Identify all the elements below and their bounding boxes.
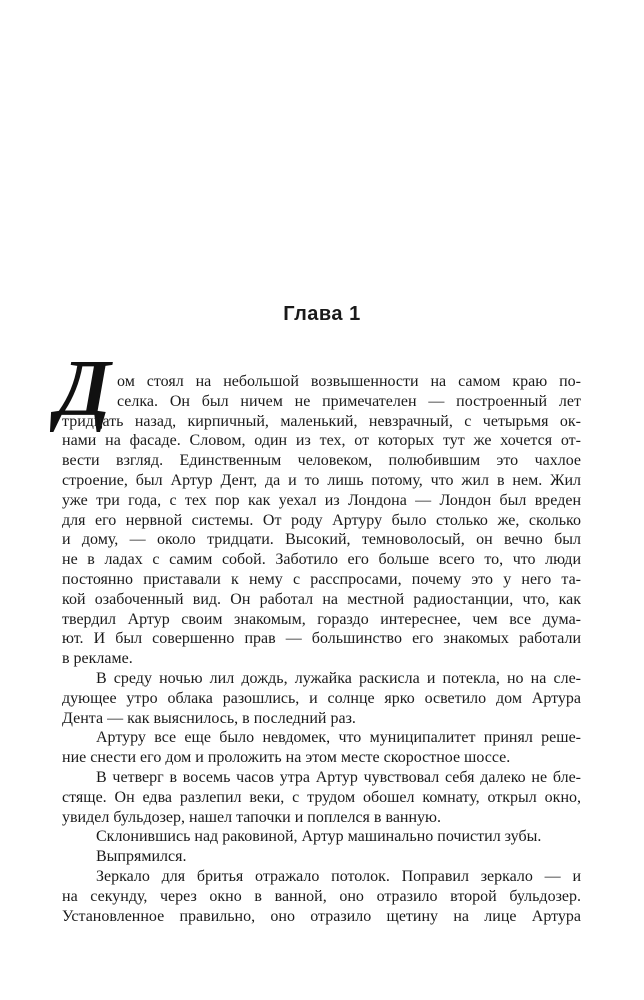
drop-cap: Д: [56, 345, 111, 433]
text-line: ют. И был совершенно прав — большинство его знакомых работали: [62, 630, 581, 648]
text-line: не в ладах с самим собой. Заботило его больше всего то, что люди: [62, 551, 581, 569]
paragraph: [62, 847, 581, 867]
text-line: в рекламе.: [62, 650, 133, 668]
paragraph: [62, 372, 581, 669]
text-line: кой озабоченный вид. Он работал на местной радиостанции, что, как: [62, 590, 581, 608]
text-line: ом стоял на небольшой возвышенности на самом краю по-: [117, 373, 581, 390]
paragraph: [62, 768, 581, 827]
paragraph: [62, 867, 581, 926]
text-line: на секунду, через окно в ванной, оно отразило второй бульдозер.: [62, 887, 581, 905]
text-line: Склонившись над раковиной, Артур машинально почистил зубы.: [96, 828, 542, 846]
text-line: для его нервной системы. От роду Артуру было столько же, сколько: [62, 511, 581, 529]
text-line: В среду ночью лил дождь, лужайка раскисла и потекла, но на сле-: [96, 669, 581, 687]
text-line: тридцать назад, кирпичный, маленький, невзрачный, с четырьмя ок-: [62, 412, 581, 430]
text-line: стяще. Он едва разлепил веки, с трудом обошел комнату, открыл окно,: [62, 788, 581, 806]
text-line: вести взгляд. Единственным человеком, полюбившим это чахлое: [62, 452, 581, 470]
text-line: увидел бульдозер, нашел тапочки и поплелся в ванную.: [62, 808, 441, 826]
text-line: постоянно приставали к нему с расспросами, почему это у него та-: [62, 570, 581, 588]
text-line: В четверг в восемь часов утра Артур чувствовал себя далеко не бле-: [96, 768, 581, 786]
text-line: Дента — как выяснилось, в последний раз.: [62, 709, 356, 727]
text-line: дующее утро облака разошлись, и солнце ярко осветило дом Артура: [62, 689, 581, 707]
text-line: нами на фасаде. Словом, один из тех, от которых тут же хочется от-: [62, 432, 581, 450]
text-line: Выпрямился.: [96, 848, 187, 866]
text-line: уже три года, с тех пор как уехал из Лондона — Лондон был вреден: [62, 491, 581, 509]
text-line: Установленное правильно, оно отразило щетину на лице Артура: [62, 907, 581, 925]
text-line: Артуру все еще было невдомек, что муниципалитет принял реше-: [96, 729, 581, 747]
text-line: строение, был Артур Дент, да и то лишь потому, что жил в нем. Жил: [62, 471, 581, 489]
body-text: [62, 372, 581, 926]
paragraph: [62, 669, 581, 728]
text-line: ние снести его дом и проложить на этом месте скоростное шоссе.: [62, 749, 511, 767]
text-line: и дому, — около тридцати. Высокий, темноволосый, он вечно был: [62, 531, 581, 549]
text-line: селка. Он был ничем не примечателен — построенный лет: [117, 392, 581, 410]
text-line: Зеркало для бритья отражало потолок. Поправил зеркало — и: [96, 867, 581, 885]
text-line: твердил Артур своим знакомым, гораздо интереснее, чем все дума-: [62, 610, 581, 628]
paragraph: [62, 827, 581, 847]
chapter-title: Глава 1: [283, 303, 361, 325]
paragraph: [62, 728, 581, 768]
